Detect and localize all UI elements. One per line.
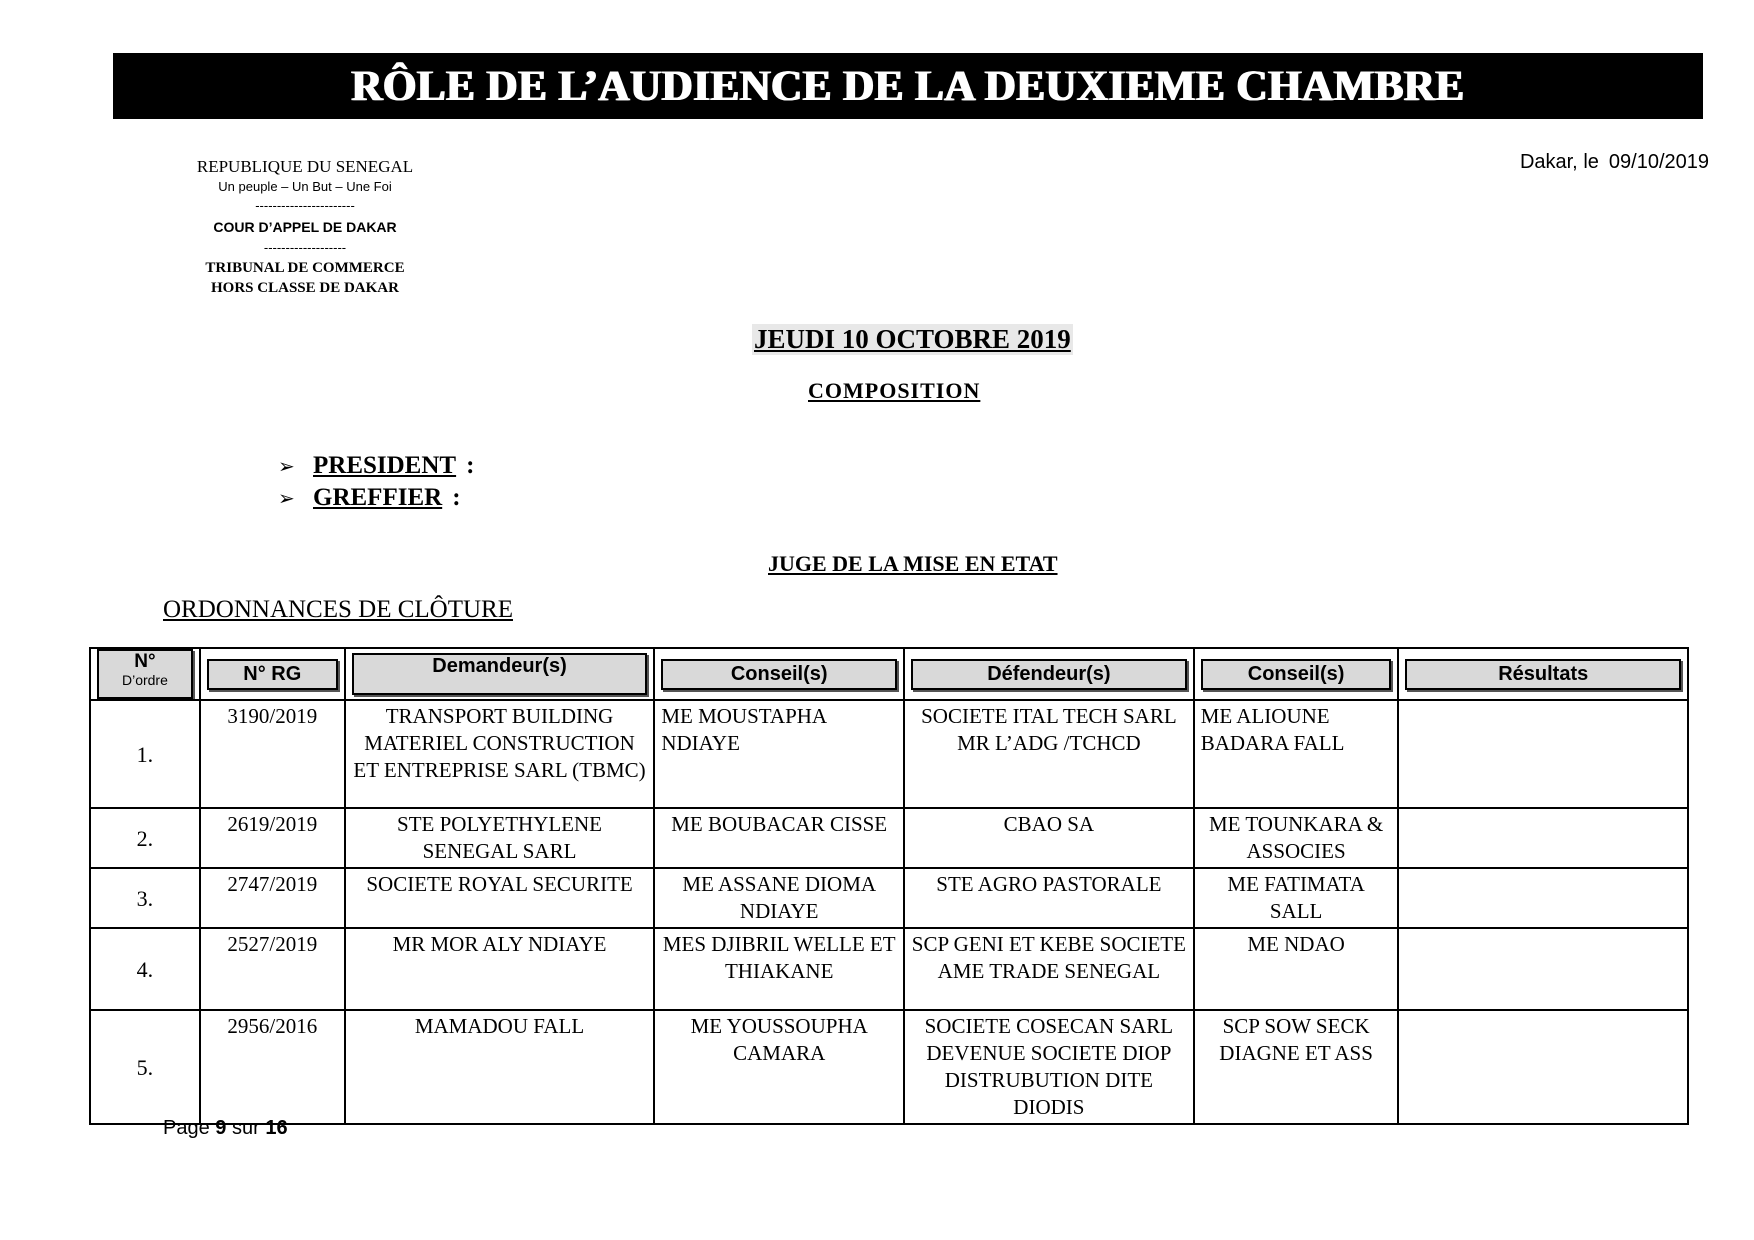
cell-resultat <box>1398 1010 1688 1124</box>
cell-defendeur: STE AGRO PASTORALE <box>904 868 1194 928</box>
header-rg-label: N° RG <box>207 659 338 690</box>
header-separator: ----------------------- <box>255 198 355 213</box>
cell-resultat <box>1398 808 1688 868</box>
header-conseil1-label: Conseil(s) <box>661 659 897 690</box>
cell-conseil2: ME NDAO <box>1194 928 1399 1010</box>
header-order <box>90 648 200 700</box>
table-row <box>90 1010 1688 1124</box>
cell-defendeur: SOCIETE ITAL TECH SARL MR L’ADG /TCHCD <box>904 700 1194 808</box>
role-colon: : <box>466 452 475 479</box>
header-conseil1 <box>654 648 904 700</box>
cell-resultat <box>1398 928 1688 1010</box>
cell-conseil1: MES DJIBRIL WELLE ET THIAKANE <box>654 928 904 1010</box>
cell-resultat <box>1398 868 1688 928</box>
footer-page-total: 16 <box>265 1117 288 1139</box>
tribunal-name-line1: TRIBUNAL DE COMMERCE <box>205 260 405 276</box>
court-name: COUR D’APPEL DE DAKAR <box>213 219 397 235</box>
cell-conseil1: ME YOUSSOUPHA CAMARA <box>654 1010 904 1124</box>
national-motto: Un peuple – Un But – Une Foi <box>218 179 392 194</box>
table-header-row <box>90 648 1688 700</box>
cell-rg: 2747/2019 <box>200 868 345 928</box>
footer-page-word: Page <box>163 1117 210 1139</box>
cell-conseil2: ME FATIMATA SALL <box>1194 868 1399 928</box>
cell-order: 5. <box>90 1010 200 1124</box>
cell-defendeur: SCP GENI ET KEBE SOCIETE AME TRADE SENEGAL <box>904 928 1194 1010</box>
footer-page-number: 9 <box>215 1117 227 1139</box>
role-colon: : <box>452 484 461 511</box>
header-conseil2 <box>1194 648 1399 700</box>
header-rg <box>200 648 345 700</box>
table-row <box>90 808 1688 868</box>
header-defendeur-label: Défendeur(s) <box>911 659 1187 690</box>
cell-order: 3. <box>90 868 200 928</box>
role-label: GREFFIER <box>313 484 443 511</box>
institution-header <box>160 156 450 298</box>
page-banner-title: RÔLE DE L’AUDIENCE DE LA DEUXIEME CHAMBRE <box>113 53 1703 119</box>
juge-heading: JUGE DE LA MISE EN ETAT <box>768 551 1058 576</box>
dateline-city: Dakar, <box>1519 151 1578 173</box>
header-defendeur <box>904 648 1194 700</box>
page-footer <box>163 1117 288 1140</box>
cell-conseil2: ME TOUNKARA & ASSOCIES <box>1194 808 1399 868</box>
role-president <box>278 450 474 482</box>
header-conseil2-label: Conseil(s) <box>1201 659 1392 690</box>
cell-conseil1: ME BOUBACAR CISSE <box>654 808 904 868</box>
role-label: PRESIDENT <box>313 452 457 479</box>
country-name: REPUBLIQUE DU SENEGAL <box>196 157 414 176</box>
dateline-le: le <box>1583 151 1599 173</box>
dateline-date: 09/10/2019 <box>1608 151 1709 173</box>
header-resultats <box>1398 648 1688 700</box>
cell-rg: 3190/2019 <box>200 700 345 808</box>
header-order-sub: D’ordre <box>121 672 168 688</box>
section-heading: ORDONNANCES DE CLÔTURE <box>163 596 513 623</box>
cell-rg: 2956/2016 <box>200 1010 345 1124</box>
table-row <box>90 700 1688 808</box>
table-row <box>90 928 1688 1010</box>
header-order-main: N° <box>134 651 156 672</box>
cell-rg: 2527/2019 <box>200 928 345 1010</box>
cell-demandeur: MAMADOU FALL <box>345 1010 655 1124</box>
tribunal-name-line2: HORS CLASSE DE DAKAR <box>211 280 399 296</box>
cell-rg: 2619/2019 <box>200 808 345 868</box>
arrow-bullet-icon: ➢ <box>278 454 295 478</box>
cell-defendeur: CBAO SA <box>904 808 1194 868</box>
cell-demandeur: SOCIETE ROYAL SECURITE <box>345 868 655 928</box>
cell-order: 1. <box>90 700 200 808</box>
composition-roles <box>278 450 474 514</box>
footer-sur: sur <box>231 1117 260 1139</box>
role-greffier <box>278 482 474 514</box>
header-demandeur <box>345 648 655 700</box>
table-row <box>90 868 1688 928</box>
document-dateline <box>1520 151 1709 174</box>
cell-conseil2: SCP SOW SECK DIAGNE ET ASS <box>1194 1010 1399 1124</box>
arrow-bullet-icon: ➢ <box>278 486 295 510</box>
header-demandeur-label: Demandeur(s) <box>352 653 648 695</box>
cell-conseil1: ME ASSANE DIOMA NDIAYE <box>654 868 904 928</box>
cell-conseil1: ME MOUSTAPHA NDIAYE <box>654 700 904 808</box>
cell-order: 2. <box>90 808 200 868</box>
cell-conseil2: ME ALIOUNE BADARA FALL <box>1194 700 1399 808</box>
session-date: JEUDI 10 OCTOBRE 2019 <box>754 324 1071 354</box>
cases-table <box>89 647 1689 1125</box>
cell-resultat <box>1398 700 1688 808</box>
cell-demandeur: TRANSPORT BUILDING MATERIEL CONSTRUCTION ET ENTREPRISE SARL (TBMC) <box>345 700 655 808</box>
header-separator: ------------------- <box>263 240 347 255</box>
cell-demandeur: STE POLYETHYLENE SENEGAL SARL <box>345 808 655 868</box>
cell-demandeur: MR MOR ALY NDIAYE <box>345 928 655 1010</box>
composition-heading: COMPOSITION <box>808 378 981 403</box>
cell-order: 4. <box>90 928 200 1010</box>
header-resultats-label: Résultats <box>1405 659 1681 690</box>
cell-defendeur: SOCIETE COSECAN SARL DEVENUE SOCIETE DIOP DISTRUBUTION DITE DIODIS <box>904 1010 1194 1124</box>
